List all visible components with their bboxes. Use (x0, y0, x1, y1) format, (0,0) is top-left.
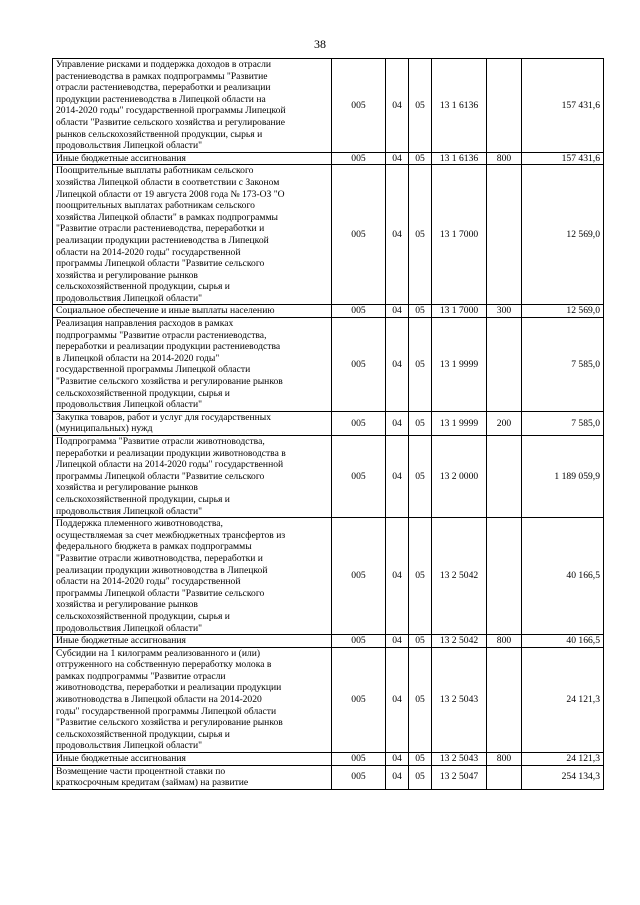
table-row (53, 635, 604, 648)
target-code-cell: 13 2 0000 (432, 436, 487, 518)
table-row (53, 152, 604, 165)
budget-table (52, 58, 604, 790)
amount-cell: 12 569,0 (522, 305, 604, 318)
section-cell: 04 (386, 59, 409, 153)
subsection-cell: 05 (409, 436, 432, 518)
admin-code-cell: 005 (332, 635, 386, 648)
subsection-cell: 05 (409, 59, 432, 153)
subsection-cell: 05 (409, 411, 432, 435)
table-row (53, 518, 604, 635)
row-name-cell: Поддержка племенного животноводства, осуществляемая за счет межбюджетных трансфертов из федерального бюджета в рамках подпрограммы "Развитие отрасли животноводства, переработки и реализации продукции животноводства в Липецкой области на 2014-2020 годы" государственной программы Липецкой области "Развитие сельского хозяйства и регулирование рынков сельскохозяйственной продукции, сырья и продовольствия Липецкой области" (53, 518, 332, 635)
target-code-cell: 13 1 9999 (432, 318, 487, 412)
section-cell: 04 (386, 305, 409, 318)
amount-cell: 40 166,5 (522, 518, 604, 635)
section-cell: 04 (386, 411, 409, 435)
section-cell: 04 (386, 518, 409, 635)
amount-cell: 1 189 059,9 (522, 436, 604, 518)
admin-code-cell: 005 (332, 318, 386, 412)
expense-type-cell: 300 (487, 305, 522, 318)
amount-cell: 7 585,0 (522, 411, 604, 435)
row-name-cell: Субсидии на 1 килограмм реализованного и (или) отгруженного на собственную переработку молока в рамках подпрограммы "Развитие отрасли животноводства, переработки и реализации продукции животноводства в Липецкой области на 2014-2020 годы" государственной программы Липецкой области "Развитие сельского хозяйства и регулирование рынков сельскохозяйственной продукции, сырья и продовольствия Липецкой области" (53, 647, 332, 752)
target-code-cell: 13 2 5043 (432, 753, 487, 766)
section-cell: 04 (386, 647, 409, 752)
subsection-cell: 05 (409, 318, 432, 412)
section-cell: 04 (386, 436, 409, 518)
expense-type-cell (487, 436, 522, 518)
amount-cell: 12 569,0 (522, 165, 604, 305)
page-number: 38 (314, 37, 326, 51)
row-name-cell: Социальное обеспечение и иные выплаты населению (53, 305, 332, 318)
table-row (53, 165, 604, 305)
target-code-cell: 13 1 9999 (432, 411, 487, 435)
row-name-cell: Закупка товаров, работ и услуг для государственных (муниципальных) нужд (53, 411, 332, 435)
row-name-cell: Иные бюджетные ассигнования (53, 753, 332, 766)
table-row (53, 436, 604, 518)
subsection-cell: 05 (409, 165, 432, 305)
section-cell: 04 (386, 753, 409, 766)
admin-code-cell: 005 (332, 152, 386, 165)
subsection-cell: 05 (409, 765, 432, 789)
row-name-cell: Управление рисками и поддержка доходов в отрасли растениеводства в рамках подпрограммы "Развитие отрасли растениеводства, переработки и реализации продукции растениеводства в Липецкой области на 2014-2020 годы" государственной программы Липецкой области "Развитие сельского хозяйства и регулирование рынков сельскохозяйственной продукции, сырья и продовольствия Липецкой области" (53, 59, 332, 153)
expense-type-cell (487, 765, 522, 789)
table-row (53, 765, 604, 789)
row-name-cell: Поощрительные выплаты работникам сельского хозяйства Липецкой области в соответствии с Законом Липецкой области от 19 августа 2008 года № 173-ОЗ "О поощрительных выплатах работникам сельского хозяйства Липецкой области" в рамках подпрограммы "Развитие отрасли растениеводства, переработки и реализации продукции растениеводства в Липецкой области на 2014-2020 годы" государственной программы Липецкой области "Развитие сельского хозяйства и регулирование рынков сельскохозяйственной продукции, сырья и продовольствия Липецкой области" (53, 165, 332, 305)
table-row (53, 411, 604, 435)
target-code-cell: 13 2 5042 (432, 635, 487, 648)
expense-type-cell (487, 647, 522, 752)
target-code-cell: 13 2 5047 (432, 765, 487, 789)
admin-code-cell: 005 (332, 518, 386, 635)
target-code-cell: 13 1 6136 (432, 59, 487, 153)
subsection-cell: 05 (409, 305, 432, 318)
row-name-cell: Иные бюджетные ассигнования (53, 152, 332, 165)
admin-code-cell: 005 (332, 765, 386, 789)
amount-cell: 157 431,6 (522, 152, 604, 165)
amount-cell: 24 121,3 (522, 647, 604, 752)
expense-type-cell: 200 (487, 411, 522, 435)
table-row (53, 753, 604, 766)
row-name-cell: Реализация направления расходов в рамках подпрограммы "Развитие отрасли растениеводства, переработки и реализации продукции растениеводства в Липецкой области на 2014-2020 годы" государственной программы Липецкой области "Развитие сельского хозяйства и регулирование рынков сельскохозяйственной продукции, сырья и продовольствия Липецкой области" (53, 318, 332, 412)
amount-cell: 254 134,3 (522, 765, 604, 789)
target-code-cell: 13 1 7000 (432, 305, 487, 318)
target-code-cell: 13 1 7000 (432, 165, 487, 305)
table-row (53, 305, 604, 318)
amount-cell: 40 166,5 (522, 635, 604, 648)
subsection-cell: 05 (409, 152, 432, 165)
subsection-cell: 05 (409, 647, 432, 752)
expense-type-cell (487, 318, 522, 412)
subsection-cell: 05 (409, 753, 432, 766)
row-name-cell: Иные бюджетные ассигнования (53, 635, 332, 648)
admin-code-cell: 005 (332, 753, 386, 766)
section-cell: 04 (386, 318, 409, 412)
table-row (53, 318, 604, 412)
table-row (53, 59, 604, 153)
row-name-cell: Подпрограмма "Развитие отрасли животноводства, переработки и реализации продукции животноводства в Липецкой области на 2014-2020 годы" государственной программы Липецкой области "Развитие сельского хозяйства и регулирование рынков сельскохозяйственной продукции, сырья и продовольствия Липецкой области" (53, 436, 332, 518)
section-cell: 04 (386, 765, 409, 789)
expense-type-cell (487, 59, 522, 153)
target-code-cell: 13 1 6136 (432, 152, 487, 165)
admin-code-cell: 005 (332, 436, 386, 518)
admin-code-cell: 005 (332, 411, 386, 435)
expense-type-cell (487, 165, 522, 305)
subsection-cell: 05 (409, 518, 432, 635)
expense-type-cell: 800 (487, 753, 522, 766)
row-name-cell: Возмещение части процентной ставки по краткосрочным кредитам (займам) на развитие (53, 765, 332, 789)
admin-code-cell: 005 (332, 59, 386, 153)
admin-code-cell: 005 (332, 305, 386, 318)
admin-code-cell: 005 (332, 647, 386, 752)
admin-code-cell: 005 (332, 165, 386, 305)
amount-cell: 24 121,3 (522, 753, 604, 766)
target-code-cell: 13 2 5043 (432, 647, 487, 752)
table-row (53, 647, 604, 752)
expense-type-cell (487, 518, 522, 635)
section-cell: 04 (386, 165, 409, 305)
section-cell: 04 (386, 635, 409, 648)
subsection-cell: 05 (409, 635, 432, 648)
section-cell: 04 (386, 152, 409, 165)
expense-type-cell: 800 (487, 152, 522, 165)
amount-cell: 7 585,0 (522, 318, 604, 412)
expense-type-cell: 800 (487, 635, 522, 648)
target-code-cell: 13 2 5042 (432, 518, 487, 635)
amount-cell: 157 431,6 (522, 59, 604, 153)
